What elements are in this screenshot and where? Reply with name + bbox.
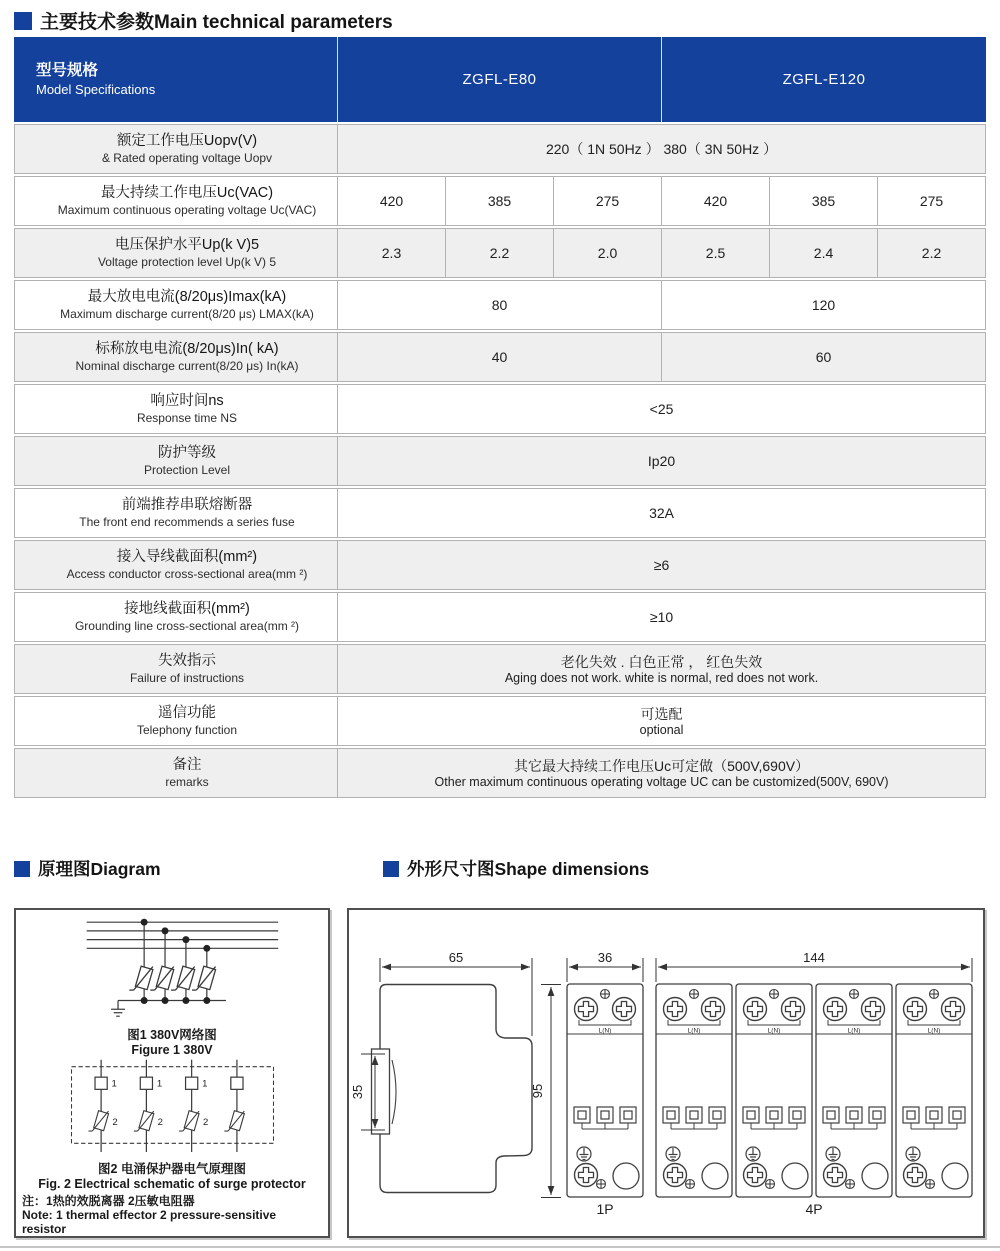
dim-36: 36	[597, 950, 613, 965]
value-cell: 2.0	[553, 228, 661, 278]
row-label	[14, 540, 337, 590]
label-1: 1	[111, 1078, 117, 1090]
page-bottom-rule	[0, 1246, 1000, 1248]
row-grounding-line-area	[14, 592, 986, 642]
diagram-note-en: Note: 1 thermal effector 2 pressure-sensitive resistor	[22, 1208, 277, 1236]
label-en: Maximum continuous operating voltage Uc(VAC)	[57, 203, 317, 217]
label-en: & Rated operating voltage Uopv	[101, 151, 273, 165]
label-en: Maximum discharge current(8/20 μs) LMAX(kA)	[60, 307, 314, 321]
pole-labels	[596, 1201, 822, 1217]
value-cell	[337, 748, 986, 798]
value-cell: 220（ 1N 50Hz ） 380（ 3N 50Hz ）	[337, 124, 986, 174]
label-en: Access conductor cross-sectional area(mm ²)	[66, 567, 308, 581]
header-model-zgfl-e80: ZGFL-E80	[337, 37, 661, 122]
label-cn: 响应时间ns	[150, 393, 224, 409]
row-label	[14, 488, 337, 538]
row-remarks	[14, 748, 986, 798]
row-label	[14, 696, 337, 746]
row-label	[14, 592, 337, 642]
page-title-cn: 主要技术参数	[40, 12, 155, 33]
row-nominal-discharge-current	[14, 332, 986, 382]
label-en: Telephony function	[136, 723, 238, 737]
value-cell: 275	[877, 176, 986, 226]
value-cell: 60	[661, 332, 986, 382]
shape-title-cn: 外形尺寸图	[407, 859, 495, 879]
value-cell: 2.2	[445, 228, 553, 278]
label-1p: 1P	[596, 1201, 614, 1217]
row-series-fuse	[14, 488, 986, 538]
header-model-spec	[14, 37, 337, 122]
diagram-note-cn: 注：1热的效脱离器 2压敏电阻器	[22, 1194, 195, 1208]
ground-icon	[111, 1009, 125, 1016]
figure1-caption	[127, 1028, 217, 1058]
label-en: Nominal discharge current(8/20 μs) In(kA)	[75, 359, 299, 373]
value-cell: 385	[445, 176, 553, 226]
label-2: 2	[111, 1116, 118, 1128]
value-cell: 420	[661, 176, 769, 226]
label-4p: 4P	[805, 1201, 823, 1217]
label-en: remarks	[165, 775, 209, 789]
row-response-time	[14, 384, 986, 434]
header-model-zgfl-e120: ZGFL-E120	[661, 37, 986, 122]
header-label-cn: 型号规格	[36, 62, 99, 79]
shape-dimensions-panel	[347, 908, 985, 1238]
row-label	[14, 384, 337, 434]
figure1-caption-en: Figure 1 380V	[131, 1042, 213, 1057]
label-cn: 防护等级	[158, 445, 216, 461]
diagram-panel	[14, 908, 330, 1238]
value-cn: 老化失效 . 白色正常 ， 红色失效	[560, 653, 763, 670]
value-cell: ≥10	[337, 592, 986, 642]
label-en: Failure of instructions	[129, 671, 245, 685]
label-en: Response time NS	[136, 411, 238, 425]
value-cell: 120	[661, 280, 986, 330]
value-cell: 2.5	[661, 228, 769, 278]
page-title	[14, 7, 393, 34]
figure1-network-diagram	[27, 910, 317, 1028]
row-telephony-function	[14, 696, 986, 746]
value-cell: 2.2	[877, 228, 986, 278]
figure2-caption-en: Fig. 2 Electrical schematic of surge protector	[38, 1177, 306, 1191]
diagram-title-en: Diagram	[90, 859, 161, 879]
label-en: Protection Level	[143, 463, 231, 477]
label-2: 2	[202, 1116, 208, 1128]
din-clip	[372, 1049, 390, 1134]
figure1-caption-cn: 图1 380V网络图	[127, 1027, 217, 1042]
label-2: 2	[157, 1116, 163, 1128]
value-cell	[337, 644, 986, 694]
value-cell: 40	[337, 332, 661, 382]
section-title-shape	[383, 856, 649, 881]
diagram-title-cn: 原理图	[38, 859, 91, 879]
row-label	[14, 436, 337, 486]
dim-65: 65	[448, 950, 464, 965]
value-cell: ≥6	[337, 540, 986, 590]
label-cn: 接入导线截面积(mm²)	[116, 549, 258, 565]
label-cn: 电压保护水平Up(k V)5	[114, 237, 260, 253]
label-en: Grounding line cross-sectional area(mm ²)	[74, 619, 300, 633]
label-cn: 最大放电电流(8/20μs)Imax(kA)	[87, 289, 287, 305]
dim-35: 35	[350, 1084, 365, 1100]
label-1: 1	[156, 1078, 162, 1090]
label-cn: 额定工作电压Uopv(V)	[116, 133, 258, 149]
value-cell: Ip20	[337, 436, 986, 486]
shape-title-text	[407, 856, 649, 881]
row-label	[14, 332, 337, 382]
page-title-en: Main technical parameters	[154, 12, 393, 33]
figure2-schematic	[51, 1058, 294, 1162]
value-cell: 420	[337, 176, 445, 226]
shape-dimensions-drawing: L(N) 65 36 144 95 35 1P 4P	[349, 910, 983, 1236]
label-cn: 最大持续工作电压Uc(VAC)	[100, 185, 274, 201]
value-cell: 2.3	[337, 228, 445, 278]
row-label	[14, 748, 337, 798]
figure2-caption	[38, 1162, 305, 1192]
row-rated-operating-voltage	[14, 124, 986, 174]
spec-table	[14, 35, 986, 800]
row-failure-indication	[14, 644, 986, 694]
value-en: Other maximum continuous operating voltage UC can be customized(500V, 690V)	[434, 774, 889, 789]
row-access-conductor-area	[14, 540, 986, 590]
label-cn: 遥信功能	[158, 705, 216, 721]
value-cn: 可选配	[640, 705, 683, 722]
figure2-caption-cn: 图2 电涌保护器电气原理图	[98, 1162, 246, 1176]
value-cell: 275	[553, 176, 661, 226]
value-cell: <25	[337, 384, 986, 434]
branch-lines	[101, 1059, 237, 1151]
header-label-en: Model Specifications	[36, 82, 156, 97]
row-label	[14, 124, 337, 174]
value-en: Aging does not work. white is normal, red does not work.	[504, 670, 819, 685]
label-1: 1	[201, 1078, 207, 1090]
row-voltage-protection-level	[14, 228, 986, 278]
diagram-note	[16, 1192, 328, 1236]
row-max-discharge-current	[14, 280, 986, 330]
row-label	[14, 644, 337, 694]
row-label	[14, 280, 337, 330]
dim-95: 95	[530, 1083, 545, 1099]
value-cell: 32A	[337, 488, 986, 538]
value-cell	[337, 696, 986, 746]
label-cn: 备注	[172, 757, 202, 773]
label-en: Voltage protection level Up(k V) 5	[97, 255, 277, 269]
value-cell: 2.4	[769, 228, 877, 278]
dim-144: 144	[803, 950, 825, 965]
shape-bullet-icon	[383, 861, 399, 877]
row-protection-level	[14, 436, 986, 486]
diagram-title-text	[38, 856, 161, 881]
row-label	[14, 176, 337, 226]
label-cn: 接地线截面积(mm²)	[124, 601, 250, 617]
page-title-text	[40, 7, 393, 34]
section-title-diagram	[14, 856, 161, 881]
label-cn: 标称放电电流(8/20μs)In( kA)	[95, 341, 279, 357]
value-en: optional	[639, 722, 684, 737]
diagram-bullet-icon	[14, 861, 30, 877]
value-cell: 385	[769, 176, 877, 226]
table-header-row	[14, 37, 986, 122]
shape-title-en: Shape dimensions	[494, 859, 650, 879]
value-cell: 80	[337, 280, 661, 330]
thermal-disconnect-squares	[95, 1077, 243, 1089]
row-label	[14, 228, 337, 278]
label-cn: 失效指示	[158, 653, 216, 669]
label-en: The front end recommends a series fuse	[79, 515, 295, 529]
title-bullet-icon	[14, 12, 32, 30]
row-max-continuous-voltage	[14, 176, 986, 226]
value-cn: 其它最大持续工作电压Uc可定做（500V,690V）	[513, 757, 810, 774]
side-profile-outline	[380, 985, 532, 1193]
label-cn: 前端推荐串联熔断器	[121, 497, 253, 513]
